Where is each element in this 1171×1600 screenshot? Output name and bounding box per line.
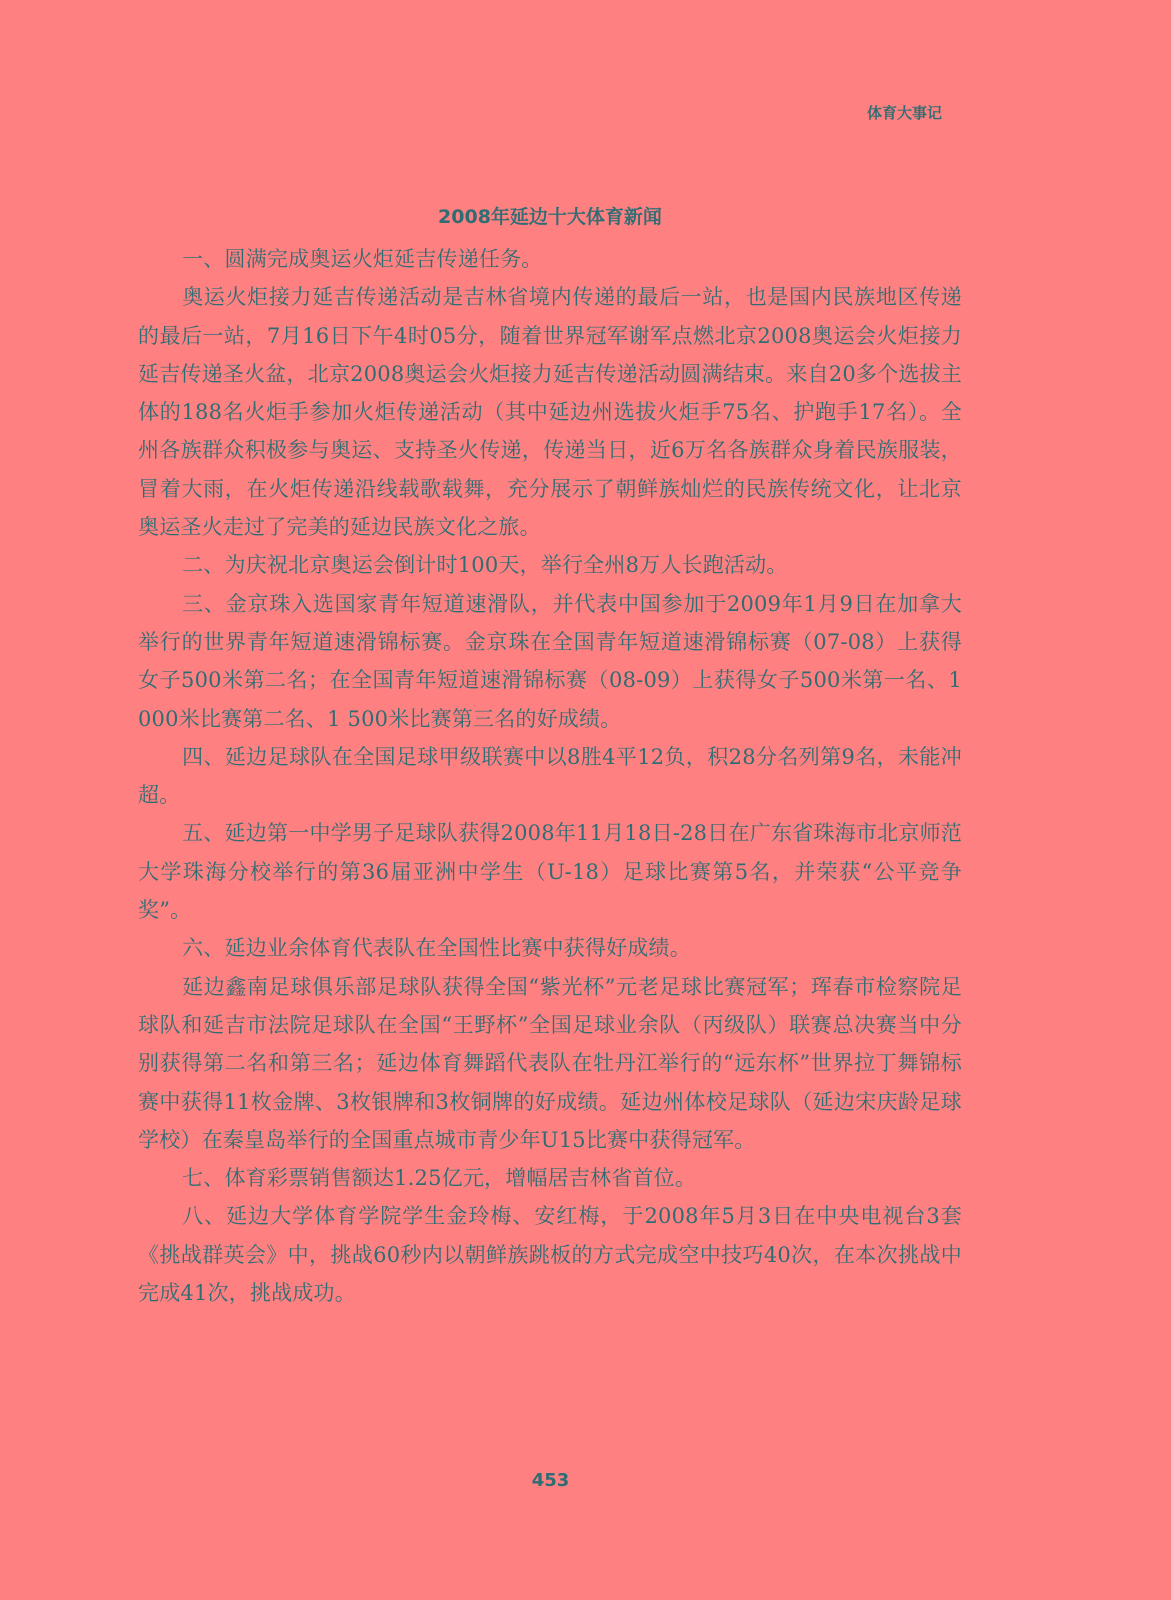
paragraph-9: 七、体育彩票销售额达1.25亿元，增幅居吉林省首位。 — [182, 1166, 697, 1191]
paragraph-3: 二、为庆祝北京奥运会倒计时100天，举行全州8万人长跑活动。 — [182, 553, 788, 578]
paragraph-10: 八、延边大学体育学院学生金玲梅、安红梅，于2008年5月3日在中央电视台3套《挑战群英会》中，挑战60秒内以朝鲜族跳板的方式完成空中技巧40次，在本次挑战中完成41次，挑战成功。 — [138, 1204, 962, 1306]
paragraph-5: 四、延边足球队在全国足球甲级联赛中以8胜4平12负，积28分名列第9名，未能冲超。 — [138, 744, 962, 808]
paragraph-2: 奥运火炬接力延吉传递活动是吉林省境内传递的最后一站，也是国内民族地区传递的最后一站，7月16日下午4时05分，随着世界冠军谢军点燃北京2008奥运会火炬接力延吉传递圣火盆，北京2008奥运会火炬接力延吉传递活动圆满结束。来自20多个选拔主体的188名火炬手参加火炬传递活动（其中延边州选拔火炬手75名、护跑手17名）。全州各族群众积极参与奥运、支持圣火传递，传递当日，近6万名各族群众身着民族服装，冒着大雨，在火炬传递沿线载歌载舞，充分展示了朝鲜族灿烂的民族传统文化，让北京奥运圣火走过了完美的延边民族文化之旅。 — [138, 285, 962, 540]
paragraph-7: 六、延边业余体育代表队在全国性比赛中获得好成绩。 — [182, 936, 691, 961]
page-number: 453 — [531, 1470, 570, 1491]
paragraph-1: 一、圆满完成奥运火炬延吉传递任务。 — [182, 247, 543, 271]
article-title: 2008年延边十大体育新闻 — [438, 206, 662, 228]
paragraph-8: 延边鑫南足球俱乐部足球队获得全国“紫光杯”元老足球比赛冠军；珲春市检察院足球队和延吉市法院足球队在全国“王野杯”全国足球业余队（丙级队）联赛总决赛当中分别获得第二名和第三名；延边体育舞蹈代表队在牡丹江举行的“远东杯”世界拉丁舞锦标赛中获得11枚金牌、3枚银牌和3枚铜牌的好成绩。延边州体校足球队（延边宋庆龄足球学校）在秦皇岛举行的全国重点城市青少年U15比赛中获得冠军。 — [138, 974, 962, 1152]
paragraph-4: 三、金京珠入选国家青年短道速滑队，并代表中国参加于2009年1月9日在加拿大举行的世界青年短道速滑锦标赛。金京珠在全国青年短道速滑锦标赛（07-08）上获得女子500米第二名；在全国青年短道速滑锦标赛（08-09）上获得女子500米第一名、1 000米比赛第二名、1 500米比赛第三名的好成绩。 — [138, 591, 962, 731]
paragraph-6: 五、延边第一中学男子足球队获得2008年11月18日-28日在广东省珠海市北京师范大学珠海分校举行的第36届亚洲中学生（U-18）足球比赛第5名，并荣获“公平竞争奖”。 — [138, 821, 962, 923]
article-body — [138, 200, 962, 1312]
running-head: 体育大事记 — [866, 104, 942, 122]
